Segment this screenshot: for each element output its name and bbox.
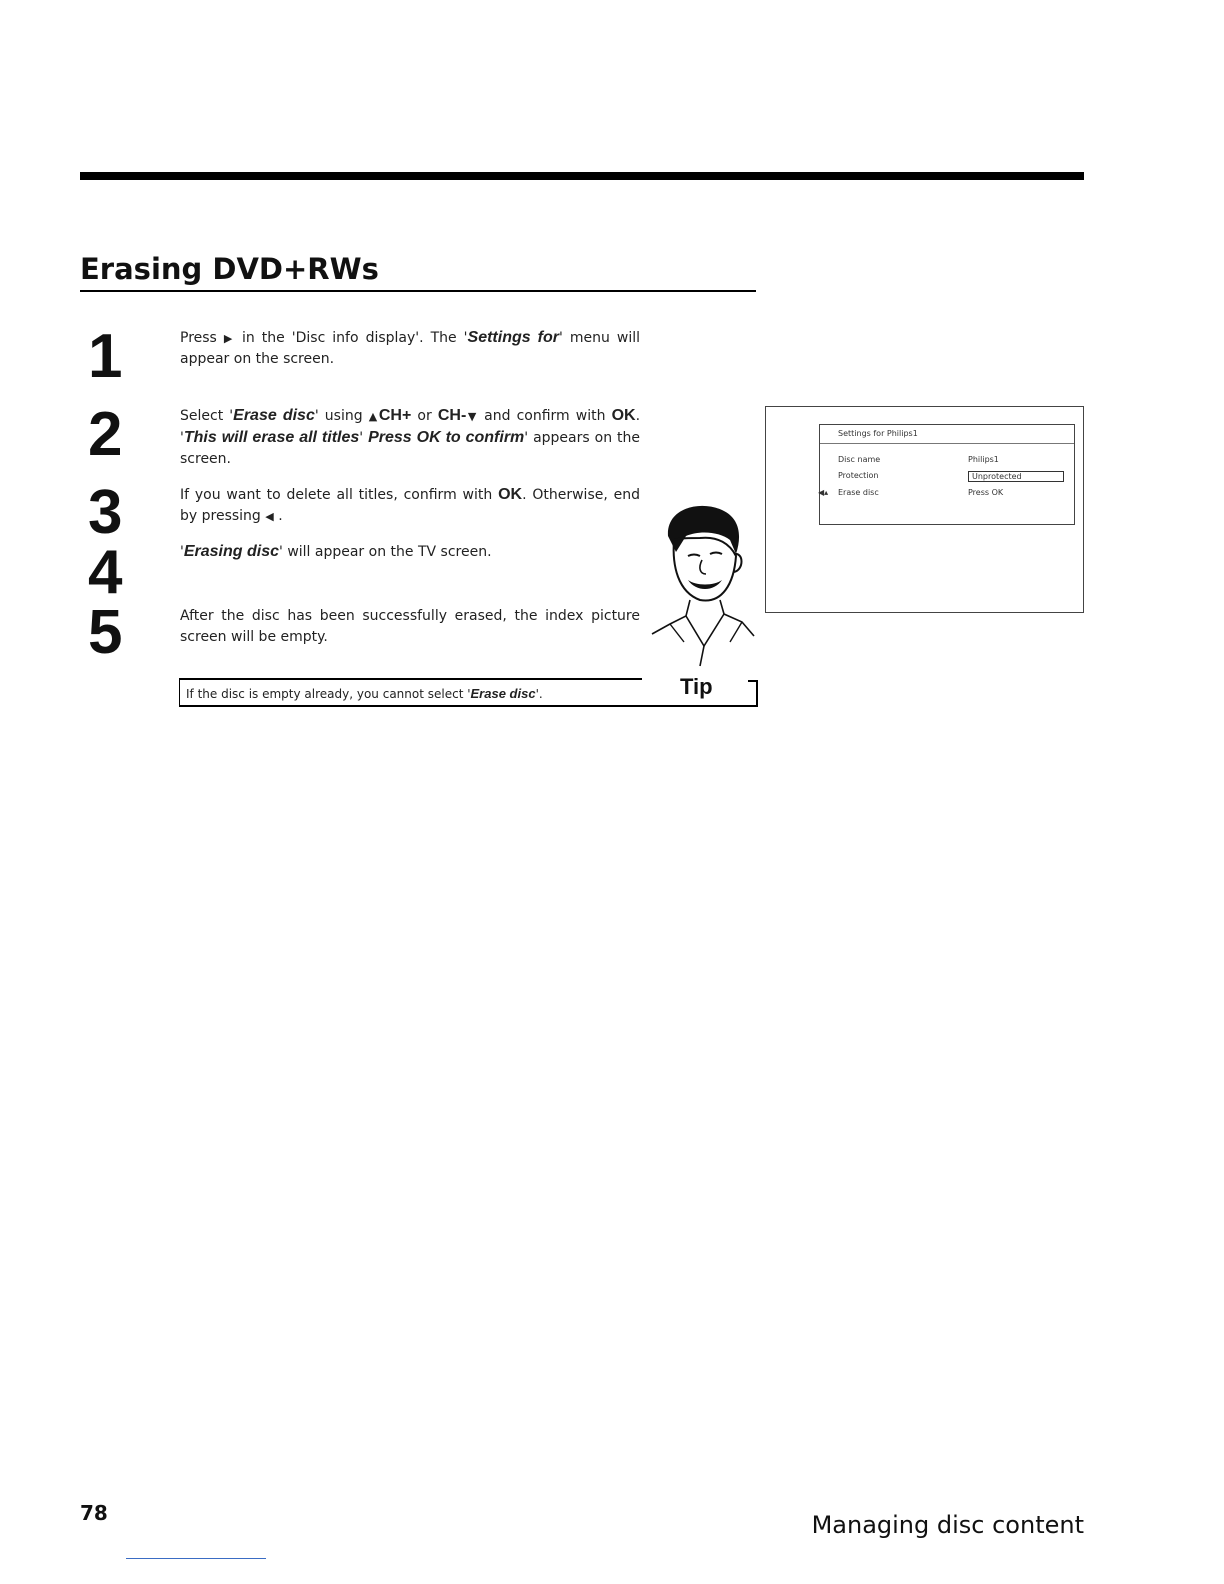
play-right-arrow-icon: ▶ xyxy=(223,332,235,345)
tip-top-rule xyxy=(180,678,642,680)
page-title: Erasing DVD+RWs xyxy=(80,252,379,286)
page-number: 78 xyxy=(80,1501,108,1525)
step-number-2: 2 xyxy=(88,400,123,469)
step-2-text: Select 'Erase disc' using ▲CH+ or CH-▼ and confirm with OK. 'This will erase all titles' Press OK to confirm' appears on the screen. xyxy=(180,407,641,467)
settings-menu-title: Settings for Philips1 xyxy=(838,429,918,438)
footer-line xyxy=(126,1558,266,1559)
step-number-1: 1 xyxy=(88,322,123,391)
tip-bracket xyxy=(756,680,758,705)
tip-label: Tip xyxy=(680,674,713,699)
down-triangle-icon: ▼ xyxy=(466,410,479,423)
settings-menu xyxy=(819,424,1075,525)
step-number-4: 4 xyxy=(88,538,123,607)
menu-row-label: Disc name xyxy=(838,455,881,464)
step-number-5: 5 xyxy=(88,598,123,667)
menu-row-value-selected: Unprotected xyxy=(968,471,1064,482)
title-underline xyxy=(80,290,756,292)
step-4-text: 'Erasing disc' will appear on the TV screen. xyxy=(180,543,492,560)
tv-screen-illustration xyxy=(765,406,1084,613)
step-5-text: After the disc has been successfully erased, the index picture screen will be empty. xyxy=(180,608,640,645)
tip-text: If the disc is empty already, you cannot select 'Erase disc'. xyxy=(186,686,543,701)
top-rule xyxy=(80,172,1084,180)
section-name: Managing disc content xyxy=(811,1511,1084,1539)
left-arrow-icon: ◀▴ xyxy=(818,488,829,497)
up-triangle-icon: ▲ xyxy=(368,410,379,423)
left-arrow-icon: ◀ xyxy=(265,510,274,523)
menu-row-label: Protection xyxy=(838,471,879,480)
step-1-text: Press ▶ in the 'Disc info display'. The 'Settings for' menu will appear on the screen. xyxy=(180,329,641,367)
menu-row-label: Erase disc xyxy=(838,488,879,497)
cartoon-helper-illustration xyxy=(630,496,760,668)
settings-menu-divider xyxy=(820,443,1074,444)
step-3-text: If you want to delete all titles, confirm with OK. Otherwise, end by pressing ◀ . xyxy=(180,486,641,524)
step-number-3: 3 xyxy=(88,478,123,547)
menu-row-value: Philips1 xyxy=(968,455,999,464)
menu-row-value: Press OK xyxy=(968,488,1004,497)
